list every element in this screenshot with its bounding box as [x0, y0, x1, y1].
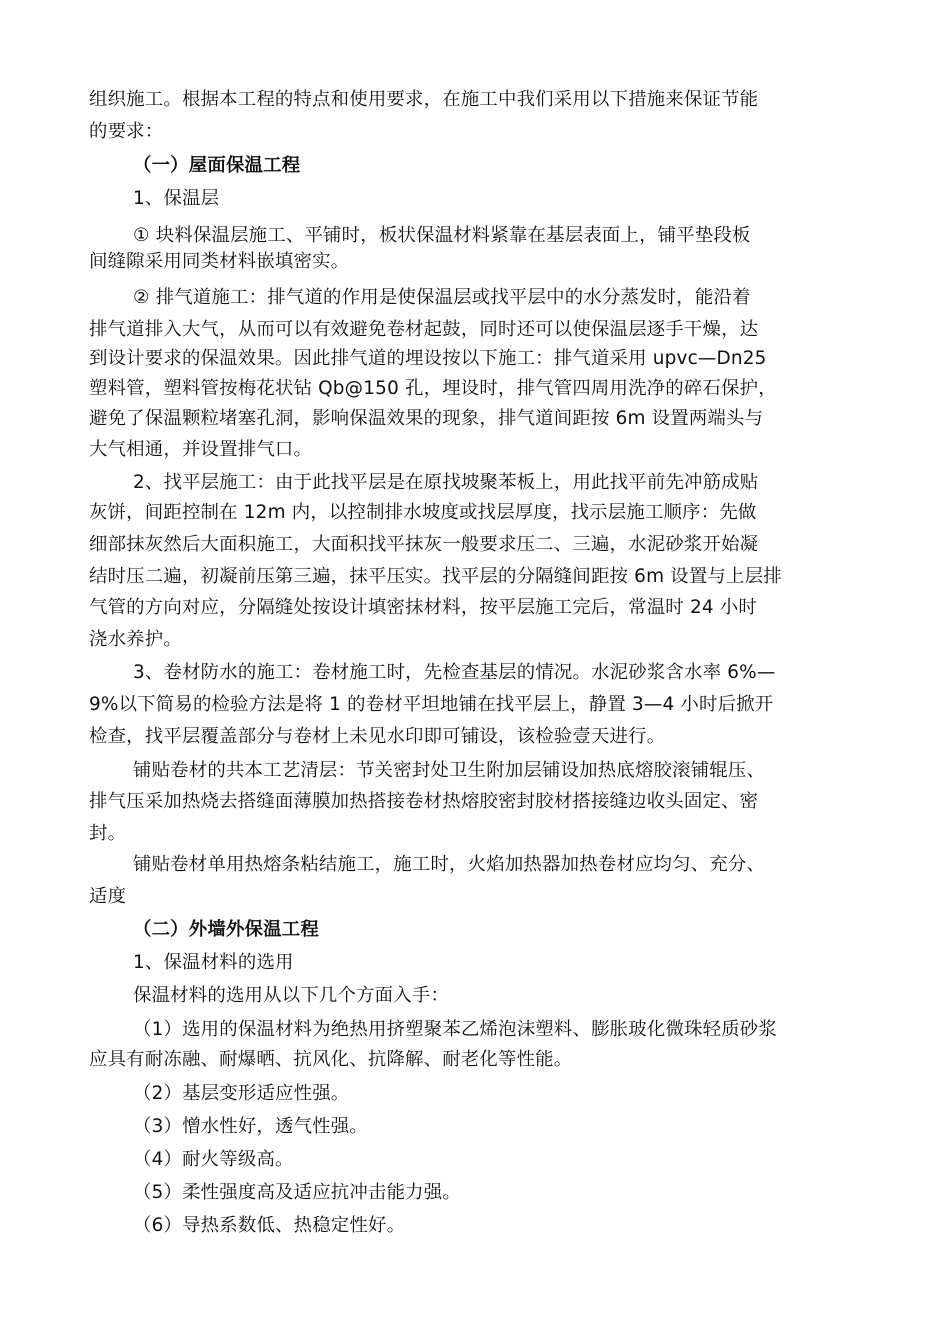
paragraph-line: 大气相通，并设置排气口。 — [89, 439, 313, 460]
list-item: （5）柔性强度高及适应抗冲击能力强。 — [133, 1182, 461, 1203]
paragraph-line: ① 块料保温层施工、平铺时，板状保温材料紧靠在基层表面上，铺平垫段板 — [133, 225, 751, 246]
paragraph-line: 2、找平层施工：由于此找平层是在原找坡聚苯板上，用此找平前先冲筋成贴 — [133, 472, 759, 493]
list-item: （1）选用的保温材料为绝热用挤塑聚苯乙烯泡沫塑料、膨胀玻化微珠轻质砂浆 — [133, 1019, 777, 1040]
paragraph-line: 铺贴卷材单用热熔条粘结施工，施工时，火焰加热器加热卷材应均匀、充分、 — [133, 854, 766, 875]
list-item: （3）憎水性好，透气性强。 — [133, 1116, 368, 1137]
paragraph-line: 适度 — [89, 886, 127, 907]
paragraph-line: 结时压二遍，初凝前压第三遍，抹平压实。找平层的分隔缝间距按 6m 设置与上层排 — [89, 566, 782, 587]
paragraph-line: 浇水养护。 — [89, 629, 182, 650]
paragraph-line: 排气道排入大气，从而可以有效避免卷材起鼓，同时还可以使保温层逐手干燥，达 — [89, 319, 759, 340]
paragraph-line: 检查，找平层覆盖部分与卷材上未见水印即可铺设，该检验壹天进行。 — [89, 726, 666, 747]
section-heading: （二）外墙外保温工程 — [133, 919, 319, 940]
list-item: （6）导热系数低、热稳定性好。 — [133, 1215, 406, 1236]
paragraph-line: 9%以下简易的检验方法是将 1 的卷材平坦地铺在找平层上，静置 3—4 小时后掀开 — [89, 694, 774, 715]
paragraph-line: 应具有耐冻融、耐爆晒、抗风化、抗降解、耐老化等性能。 — [89, 1049, 573, 1070]
paragraph-line: 排气压采加热烧去搭缝面薄膜加热搭接卷材热熔胶密封胶材搭接缝边收头固定、密 — [89, 791, 759, 812]
paragraph-line: 铺贴卷材的共本工艺清层：节关密封处卫生附加层铺设加热底熔胶滚铺辊压、 — [133, 760, 766, 781]
paragraph-line: 细部抹灰然后大面积施工，大面积找平抹灰一般要求压二、三遍，水泥砂浆开始凝 — [89, 534, 759, 555]
paragraph-line: ② 排气道施工：排气道的作用是使保温层或找平层中的水分蒸发时，能沿着 — [133, 287, 751, 308]
list-item: （2）基层变形适应性强。 — [133, 1083, 350, 1104]
paragraph-line: 封。 — [89, 823, 127, 844]
paragraph-line: 的要求： — [89, 121, 164, 142]
subsection-heading: 1、保温层 — [133, 188, 220, 209]
paragraph-line: 到设计要求的保温效果。因此排气道的埋设按以下施工：排气道采用 upvc—Dn25 — [89, 348, 767, 369]
paragraph-line: 塑料管，塑料管按梅花状钻 Qb@150 孔，埋设时，排气管四周用洗净的碎石保护， — [89, 378, 777, 399]
paragraph-line: 3、卷材防水的施工：卷材施工时，先检查基层的情况。水泥砂浆含水率 6%— — [133, 662, 776, 683]
paragraph-line: 避免了保温颗粒堵塞孔洞，影响保温效果的现象，排气道间距按 6m 设置两端头与 — [89, 408, 764, 429]
paragraph-line: 气管的方向对应，分隔缝处按设计填密抹材料，按平层施工完后，常温时 24 小时 — [89, 597, 757, 618]
list-item: （4）耐火等级高。 — [133, 1149, 294, 1170]
subsection-heading: 1、保温材料的选用 — [133, 952, 294, 973]
paragraph-line: 灰饼，间距控制在 12m 内，以控制排水坡度或找层厚度，找示层施工顺序：先做 — [89, 502, 757, 523]
paragraph-line: 保温材料的选用从以下几个方面入手： — [133, 985, 450, 1006]
paragraph-line: 间缝隙采用同类材料嵌填密实。 — [89, 251, 350, 272]
paragraph-line: 组织施工。根据本工程的特点和使用要求，在施工中我们采用以下措施来保证节能 — [89, 89, 759, 110]
section-heading: （一）屋面保温工程 — [133, 155, 301, 176]
